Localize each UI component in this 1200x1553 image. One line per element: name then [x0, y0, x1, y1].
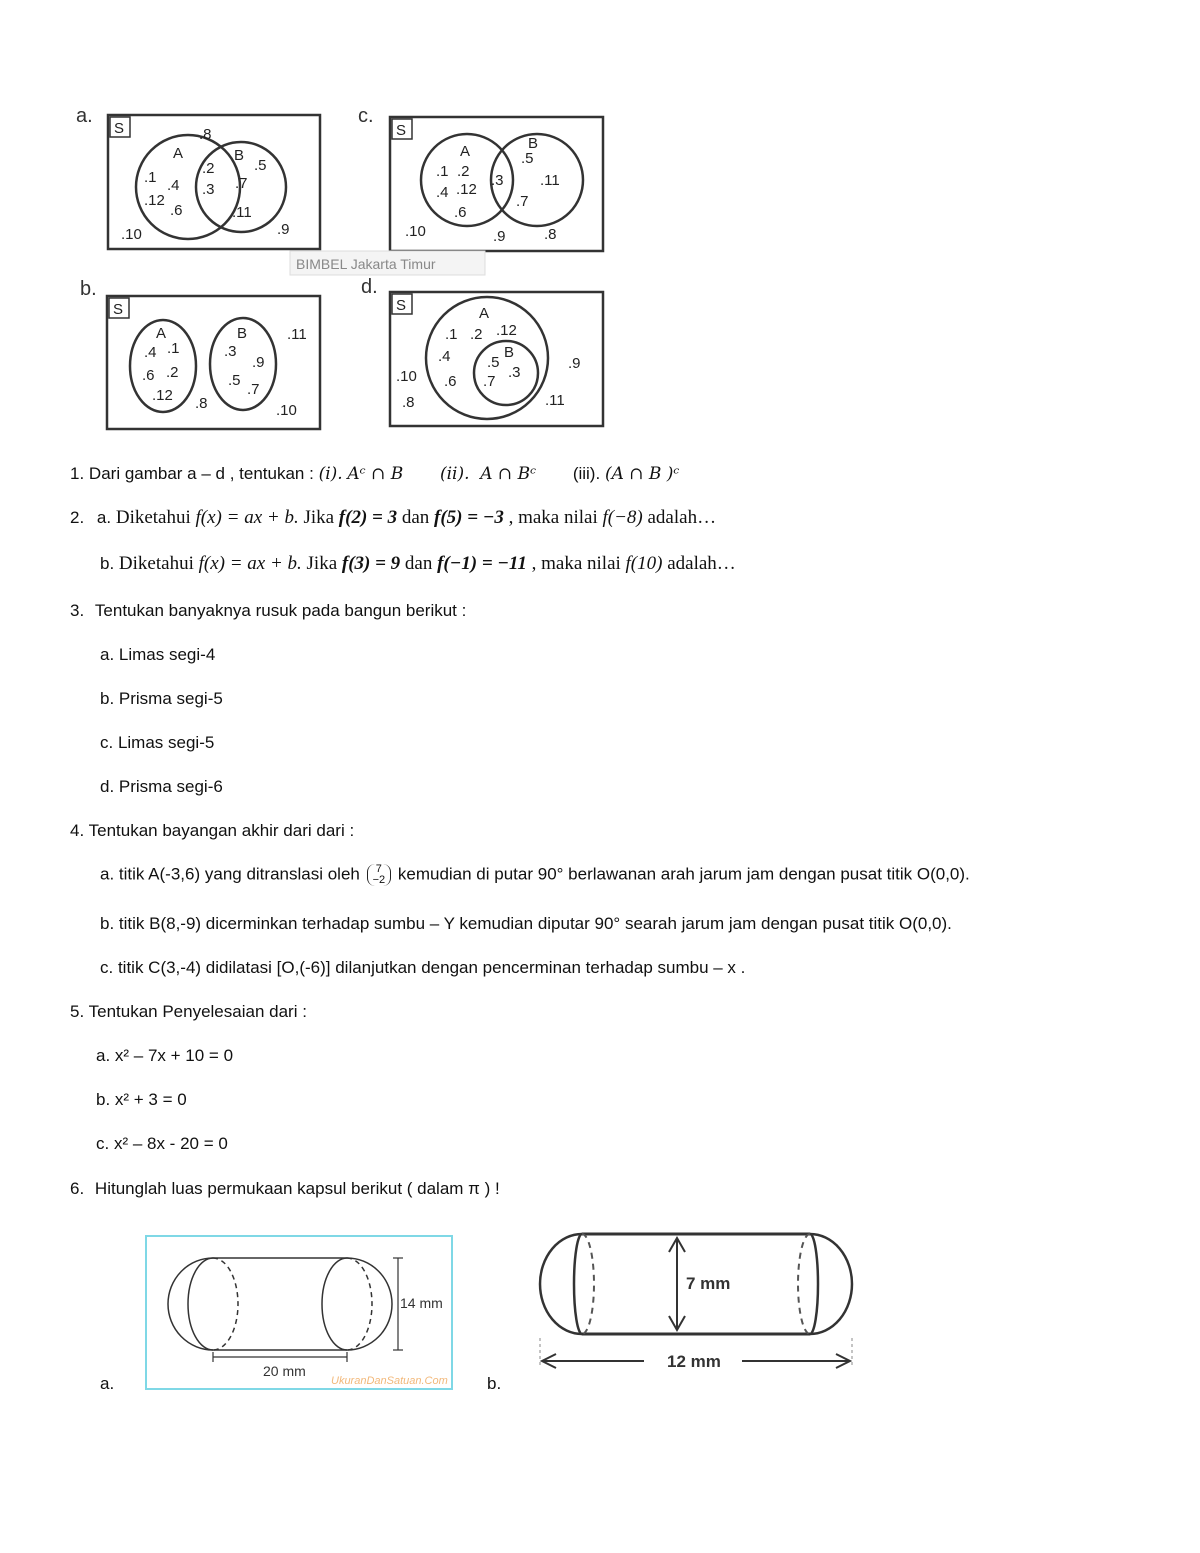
svg-text:.3: .3: [224, 343, 237, 360]
capsule-a-height-label: 14 mm: [400, 1295, 443, 1311]
svg-text:.5: .5: [254, 157, 267, 174]
svg-text:A: A: [479, 305, 490, 322]
svg-text:.9: .9: [252, 354, 265, 371]
q5-text: Tentukan Penyelesaian dari :: [88, 1002, 307, 1021]
q2b-text-jika: Jika: [306, 553, 338, 574]
q2a-text-jika: Jika: [303, 507, 335, 528]
svg-text:A: A: [173, 145, 184, 162]
svg-text:.2: .2: [166, 364, 179, 381]
vector-bottom: −2: [372, 874, 386, 886]
bimbel-watermark: [290, 251, 485, 275]
svg-text:.10: .10: [276, 402, 297, 419]
svg-text:B: B: [528, 135, 539, 152]
svg-text:.11: .11: [545, 392, 565, 409]
svg-text:S: S: [396, 122, 407, 139]
q1-iii-expr: (A ∩ B )ᶜ: [604, 464, 680, 484]
svg-text:.12: .12: [496, 322, 517, 339]
q1-iii-label: (iii).: [572, 464, 601, 483]
svg-text:.1: .1: [445, 326, 458, 343]
q4-text: Tentukan bayangan akhir dari dari :: [88, 821, 355, 840]
svg-text:.4: .4: [144, 344, 157, 361]
svg-text:.11: .11: [232, 204, 252, 221]
q1-ii-expr: A ∩ Bᶜ: [480, 464, 537, 484]
svg-text:.4: .4: [438, 348, 451, 365]
capsule-a-width-label: 20 mm: [263, 1363, 306, 1379]
svg-text:.5: .5: [487, 354, 500, 371]
q4-number: 4.: [70, 821, 85, 840]
q2-number: 2.: [70, 508, 85, 527]
svg-text:.8: .8: [544, 226, 557, 243]
svg-text:BIMBEL Jakarta Timur: BIMBEL Jakarta Timur: [296, 256, 436, 272]
svg-text:.10: .10: [396, 368, 417, 385]
q2a-text-adalah: adalah…: [647, 507, 717, 528]
q4-item-c: c. titik C(3,-4) didilatasi [O,(-6)] dilanjutkan dengan pencerminan terhadap sumbu – x .: [100, 958, 746, 977]
q2a-text-diketahui: Diketahui: [115, 507, 191, 528]
svg-text:B: B: [237, 325, 248, 342]
svg-text:.8: .8: [199, 126, 212, 143]
capsule-b-label: b.: [487, 1374, 502, 1393]
capsule-b-height-label: 7 mm: [686, 1274, 731, 1293]
q1-text: Dari gambar a – d , tentukan :: [88, 464, 314, 483]
svg-text:S: S: [396, 297, 407, 314]
q3-number: 3.: [70, 601, 85, 620]
capsule-b-figure: [532, 1226, 872, 1376]
q3-item-b: b. Prisma segi-5: [100, 689, 223, 708]
svg-text:.12: .12: [144, 192, 165, 209]
svg-text:.4: .4: [167, 177, 180, 194]
q6-text: Hitunglah luas permukaan kapsul berikut ( dalam π ) !: [94, 1179, 500, 1198]
svg-text:.3: .3: [508, 364, 521, 381]
svg-text:.6: .6: [170, 202, 183, 219]
venn-letter-a: a.: [76, 105, 93, 127]
q1-ii-label: (ii).: [439, 464, 470, 484]
q4a-post: kemudian di putar 90° berlawanan arah jarum jam dengan pusat titik O(0,0).: [397, 864, 970, 884]
question-1: [70, 464, 679, 484]
q1-i-label: (i).: [318, 464, 343, 484]
q2a-text-maka: , maka nilai: [508, 507, 598, 528]
svg-text:.6: .6: [142, 367, 155, 384]
svg-text:.7: .7: [516, 193, 529, 210]
q3-item-d: d. Prisma segi-6: [100, 777, 223, 796]
question-2a: [70, 507, 716, 529]
capsule-a-watermark: UkuranDanSatuan.Com: [331, 1375, 448, 1387]
svg-text:.11: .11: [540, 172, 560, 189]
svg-text:.3: .3: [202, 181, 215, 198]
svg-text:.2: .2: [202, 160, 215, 177]
venn-panel-d: [361, 276, 603, 426]
svg-text:A: A: [156, 325, 167, 342]
capsule-b-width-label: 12 mm: [667, 1352, 721, 1371]
q2b-condition-2: f(−1) = −11: [437, 553, 527, 574]
svg-text:.9: .9: [493, 228, 506, 245]
svg-text:.10: .10: [405, 223, 426, 240]
svg-text:.1: .1: [167, 340, 180, 357]
q2b-text-dan: dan: [404, 553, 433, 574]
svg-text:.1: .1: [144, 169, 157, 186]
svg-text:.5: .5: [521, 150, 534, 167]
q2a-condition-1: f(2) = 3: [338, 507, 398, 528]
q4-item-a: [100, 864, 970, 886]
translation-vector: [367, 864, 392, 886]
venn-letter-b: b.: [80, 278, 97, 300]
q3-item-a: a. Limas segi-4: [100, 645, 216, 664]
svg-text:B: B: [504, 344, 515, 361]
svg-text:.6: .6: [454, 204, 467, 221]
q2a-function: f(x) = ax + b.: [195, 507, 299, 528]
venn-panel-b: [80, 278, 320, 429]
q3-item-c: c. Limas segi-5: [100, 733, 215, 752]
svg-text:A: A: [460, 143, 471, 160]
q2b-function: f(x) = ax + b.: [198, 553, 302, 574]
svg-text:S: S: [113, 301, 124, 318]
q2b-text-maka: , maka nilai: [531, 553, 621, 574]
svg-text:.8: .8: [402, 394, 415, 411]
svg-text:.9: .9: [277, 221, 290, 238]
svg-text:.2: .2: [470, 326, 483, 343]
svg-text:.7: .7: [235, 175, 248, 192]
svg-text:.4: .4: [436, 184, 449, 201]
svg-text:.3: .3: [491, 172, 504, 189]
q1-i-expr: Aᶜ ∩ B: [347, 464, 404, 484]
q2b-label: b.: [100, 554, 115, 573]
venn-letter-c: c.: [358, 105, 374, 127]
svg-text:.6: .6: [444, 373, 457, 390]
q5-item-b: b. x² + 3 = 0: [96, 1090, 187, 1109]
q2b-text-adalah: adalah…: [667, 553, 736, 574]
svg-text:.7: .7: [483, 373, 496, 390]
svg-text:.12: .12: [152, 387, 173, 404]
q4-item-b: b. titik B(8,-9) dicerminkan terhadap sumbu – Y kemudian diputar 90° searah jarum jam dengan pusat titik O(0,0).: [100, 914, 952, 933]
svg-text:.8: .8: [195, 395, 208, 412]
capsule-a-label: a.: [100, 1374, 115, 1393]
svg-text:.7: .7: [247, 381, 260, 398]
q2a-label: a.: [96, 508, 112, 527]
svg-text:S: S: [114, 120, 125, 137]
venn-panel-a: [76, 105, 320, 249]
svg-text:.5: .5: [228, 372, 241, 389]
question-3: [70, 601, 466, 621]
q2a-text-dan: dan: [401, 507, 430, 528]
q2a-condition-2: f(5) = −3: [434, 507, 504, 528]
venn-diagrams: [0, 0, 640, 440]
capsule-a-figure: [145, 1235, 453, 1390]
question-5: [70, 1002, 307, 1022]
svg-text:.10: .10: [121, 226, 142, 243]
q2b-condition-1: f(3) = 9: [341, 553, 401, 574]
q5-item-a: a. x² – 7x + 10 = 0: [96, 1046, 234, 1065]
q3-text: Tentukan banyaknya rusuk pada bangun berikut :: [94, 601, 467, 620]
q2b-text-diketahui: Diketahui: [118, 553, 194, 574]
venn-panel-c: [358, 105, 603, 251]
question-4: [70, 821, 354, 841]
venn-letter-d: d.: [361, 276, 378, 298]
svg-text:.2: .2: [457, 163, 470, 180]
svg-text:B: B: [234, 147, 245, 164]
svg-text:.12: .12: [456, 181, 477, 198]
q5-number: 5.: [70, 1002, 85, 1021]
q6-number: 6.: [70, 1179, 85, 1198]
q1-number: 1.: [70, 464, 85, 483]
q5-item-c: c. x² – 8x - 20 = 0: [96, 1134, 228, 1153]
svg-text:.1: .1: [436, 163, 449, 180]
question-2b: [100, 553, 736, 575]
q2b-target: f(10): [625, 553, 663, 574]
vector-top: 7: [375, 863, 382, 875]
q2a-target: f(−8): [602, 507, 643, 528]
question-6: [70, 1179, 500, 1199]
svg-text:.9: .9: [568, 355, 581, 372]
q4a-pre: a. titik A(-3,6) yang ditranslasi oleh: [100, 864, 360, 884]
svg-text:.11: .11: [287, 326, 307, 343]
